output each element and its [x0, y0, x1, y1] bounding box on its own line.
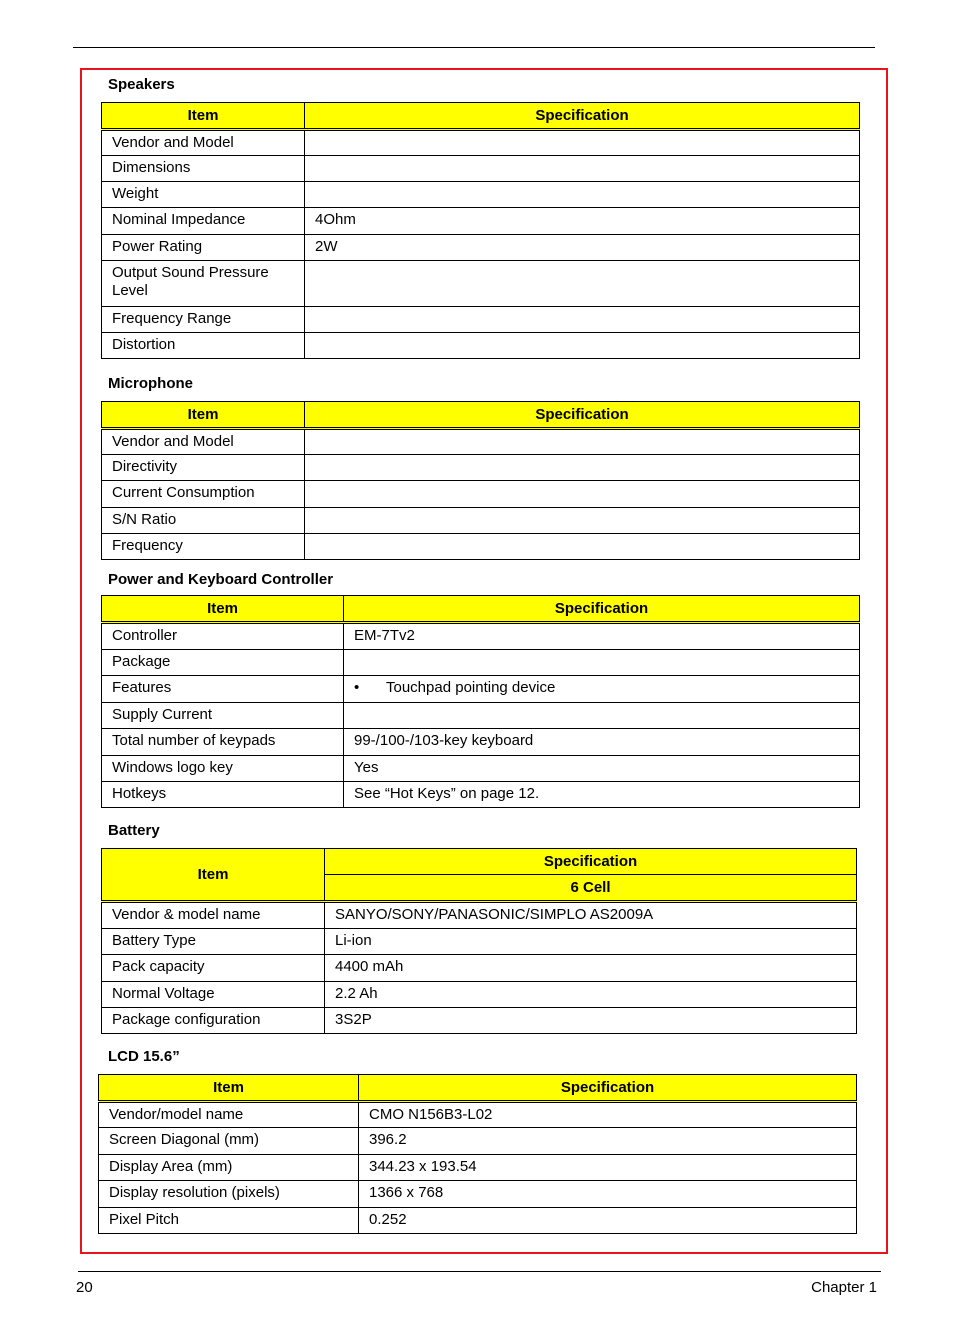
- footer-rule: [78, 1271, 881, 1272]
- table-row: [102, 235, 860, 261]
- table-row: [102, 729, 860, 756]
- item-cell: Current Consumption: [102, 481, 305, 508]
- table-row: [102, 130, 860, 156]
- item-cell: Weight: [102, 182, 305, 208]
- item-cell: Battery Type: [102, 929, 325, 955]
- table-row: [102, 650, 860, 676]
- chapter-label: Chapter 1: [811, 1279, 877, 1296]
- table-header-specification: Specification: [359, 1075, 857, 1102]
- spec-cell: 0.252: [359, 1208, 857, 1234]
- table-row: [99, 1181, 857, 1208]
- spec-cell: 4Ohm: [305, 208, 860, 235]
- spec-cell: 1366 x 768: [359, 1181, 857, 1208]
- table-row: [99, 1155, 857, 1181]
- spec-cell: Li-ion: [325, 929, 857, 955]
- table-row: [102, 1008, 857, 1034]
- table-row: [99, 1102, 857, 1128]
- spec-cell: [305, 481, 860, 508]
- item-cell: Pixel Pitch: [99, 1208, 359, 1234]
- table-row: [99, 1128, 857, 1155]
- spec-cell: [305, 455, 860, 481]
- table-row: [102, 929, 857, 955]
- table-header-6-cell: 6 Cell: [325, 875, 857, 902]
- item-cell: Frequency Range: [102, 307, 305, 333]
- item-cell: Total number of keypads: [102, 729, 344, 756]
- item-cell: Vendor and Model: [102, 130, 305, 156]
- spec-cell: 2.2 Ah: [325, 982, 857, 1008]
- item-cell: S/N Ratio: [102, 508, 305, 534]
- feature-text: Touchpad pointing device: [386, 679, 556, 696]
- spec-cell: 4400 mAh: [325, 955, 857, 982]
- table-header-item: Item: [102, 402, 305, 429]
- spec-cell: 2W: [305, 235, 860, 261]
- item-cell: Windows logo key: [102, 756, 344, 782]
- spec-cell: [344, 650, 860, 676]
- table-header-specification: Specification: [325, 849, 857, 875]
- spec-cell: CMO N156B3-L02: [359, 1102, 857, 1128]
- spec-cell: [344, 676, 860, 703]
- item-cell: Supply Current: [102, 703, 344, 729]
- lcd-table: [98, 1074, 857, 1234]
- lcd-title: LCD 15.6”: [108, 1048, 180, 1065]
- item-cell: Frequency: [102, 534, 305, 560]
- table-row: [102, 455, 860, 481]
- table-header-specification: Specification: [305, 103, 860, 130]
- spec-cell: 99-/100-/103-key keyboard: [344, 729, 860, 756]
- item-cell: Screen Diagonal (mm): [99, 1128, 359, 1155]
- table-row: [102, 156, 860, 182]
- keyboard-title: Power and Keyboard Controller: [108, 571, 334, 588]
- item-cell: Features: [102, 676, 344, 703]
- table-row: [102, 508, 860, 534]
- table-row: [102, 481, 860, 508]
- item-cell: Nominal Impedance: [102, 208, 305, 235]
- spec-cell: EM-7Tv2: [344, 623, 860, 650]
- spec-cell: [305, 534, 860, 560]
- table-row: [102, 429, 860, 455]
- spec-cell: SANYO/SONY/PANASONIC/SIMPLO AS2009A: [325, 902, 857, 929]
- table-row: [99, 1208, 857, 1234]
- table-row: [102, 756, 860, 782]
- item-cell: Dimensions: [102, 156, 305, 182]
- microphone-table: [101, 401, 860, 560]
- table-header-item: Item: [102, 849, 325, 902]
- table-row: [102, 955, 857, 982]
- battery-table: [101, 848, 857, 1034]
- bullet-icon: •: [354, 679, 360, 696]
- spec-cell: 396.2: [359, 1128, 857, 1155]
- item-cell: Pack capacity: [102, 955, 325, 982]
- item-cell: Hotkeys: [102, 782, 344, 808]
- item-cell: Display resolution (pixels): [99, 1181, 359, 1208]
- spec-cell: [305, 156, 860, 182]
- spec-cell: [305, 261, 860, 307]
- item-cell: Vendor/model name: [99, 1102, 359, 1128]
- table-row: [102, 208, 860, 235]
- spec-cell: 3S2P: [325, 1008, 857, 1034]
- table-header-specification: Specification: [305, 402, 860, 429]
- table-header-item: Item: [102, 596, 344, 623]
- table-row: [102, 623, 860, 650]
- table-row: [102, 182, 860, 208]
- spec-cell: [305, 508, 860, 534]
- item-cell: Output Sound Pressure Level: [102, 261, 305, 307]
- item-cell: Display Area (mm): [99, 1155, 359, 1181]
- item-cell: Vendor and Model: [102, 429, 305, 455]
- spec-cell: 344.23 x 193.54: [359, 1155, 857, 1181]
- item-cell: Package configuration: [102, 1008, 325, 1034]
- speakers-table: [101, 102, 860, 359]
- item-cell: Normal Voltage: [102, 982, 325, 1008]
- table-header-item: Item: [102, 103, 305, 130]
- item-cell: Controller: [102, 623, 344, 650]
- keyboard-table: [101, 595, 860, 808]
- spec-cell: Yes: [344, 756, 860, 782]
- spec-cell: [305, 333, 860, 359]
- item-cell: Distortion: [102, 333, 305, 359]
- item-cell: Directivity: [102, 455, 305, 481]
- table-header-specification: Specification: [344, 596, 860, 623]
- microphone-title: Microphone: [108, 375, 193, 392]
- spec-cell: [344, 703, 860, 729]
- table-header-item: Item: [99, 1075, 359, 1102]
- spec-cell: [305, 130, 860, 156]
- table-row: [102, 676, 860, 703]
- table-row: [102, 307, 860, 333]
- spec-cell: [305, 182, 860, 208]
- spec-cell: [305, 429, 860, 455]
- spec-cell: See “Hot Keys” on page 12.: [344, 782, 860, 808]
- table-row: [102, 782, 860, 808]
- spec-cell: [305, 307, 860, 333]
- table-row: [102, 902, 857, 929]
- table-row: [102, 703, 860, 729]
- battery-title: Battery: [108, 822, 160, 839]
- item-cell: Vendor & model name: [102, 902, 325, 929]
- item-cell: Package: [102, 650, 344, 676]
- speakers-title: Speakers: [108, 76, 175, 93]
- table-row: [102, 261, 860, 307]
- page-number: 20: [76, 1279, 93, 1296]
- table-row: [102, 982, 857, 1008]
- header-rule: [73, 47, 875, 48]
- table-row: [102, 333, 860, 359]
- item-cell: Power Rating: [102, 235, 305, 261]
- table-row: [102, 534, 860, 560]
